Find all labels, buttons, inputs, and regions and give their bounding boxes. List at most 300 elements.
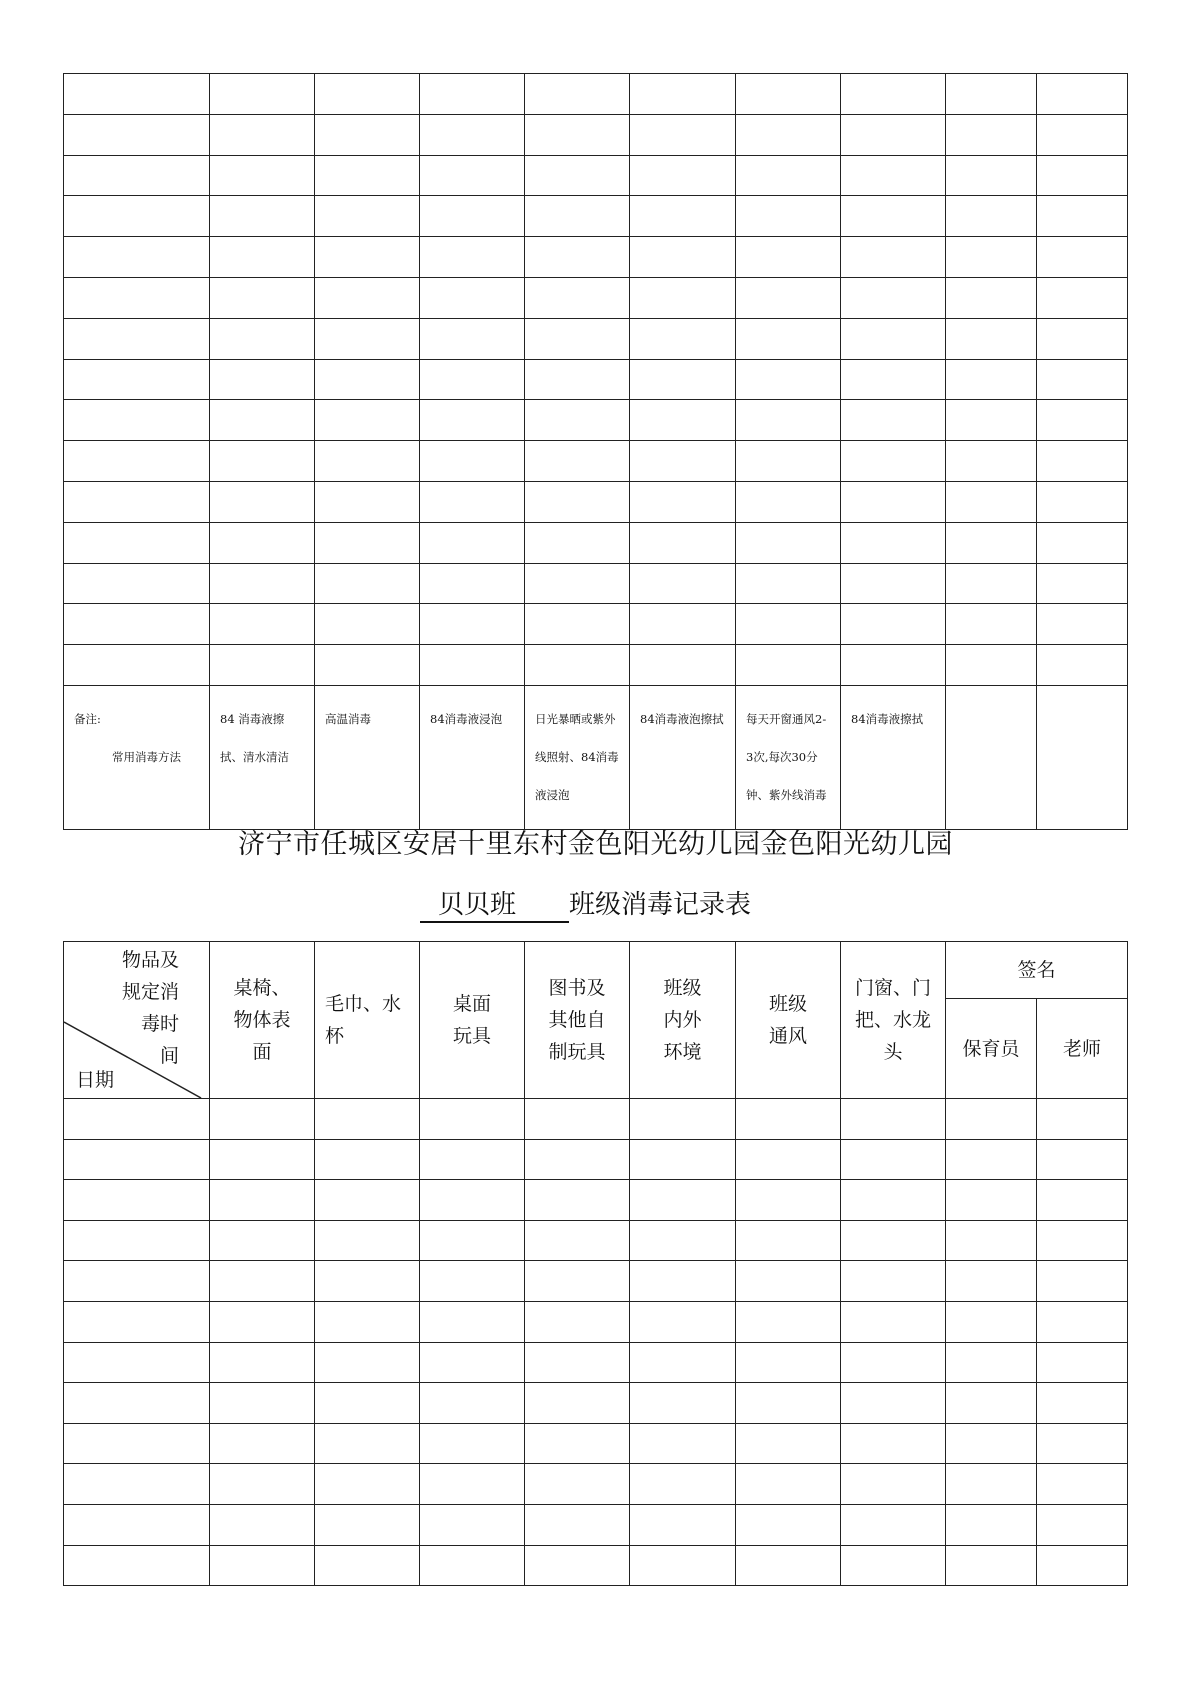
table-cell[interactable]	[841, 1464, 946, 1505]
table-cell[interactable]	[210, 196, 315, 237]
table-cell[interactable]	[736, 522, 841, 563]
table-cell[interactable]	[1037, 1261, 1128, 1302]
table-cell[interactable]	[64, 1423, 210, 1464]
table-cell[interactable]	[1037, 74, 1128, 115]
table-cell[interactable]	[841, 1504, 946, 1545]
table-cell[interactable]	[210, 1099, 315, 1140]
table-cell[interactable]	[1037, 1423, 1128, 1464]
table-cell[interactable]	[736, 481, 841, 522]
table-cell[interactable]	[210, 400, 315, 441]
table-cell[interactable]	[420, 237, 525, 278]
table-cell[interactable]	[315, 318, 420, 359]
table-cell[interactable]	[64, 1545, 210, 1586]
table-row	[64, 1301, 1128, 1342]
table-cell[interactable]	[420, 1383, 525, 1424]
table-cell[interactable]	[1037, 645, 1128, 686]
table-cell[interactable]	[946, 359, 1037, 400]
table-cell[interactable]	[315, 1504, 420, 1545]
table-cell[interactable]	[946, 1139, 1037, 1180]
table-cell[interactable]	[210, 74, 315, 115]
table-cell[interactable]	[315, 400, 420, 441]
table-cell[interactable]	[841, 1342, 946, 1383]
table-cell[interactable]	[946, 1180, 1037, 1221]
table-cell[interactable]	[946, 277, 1037, 318]
table-cell[interactable]	[525, 481, 630, 522]
table-cell[interactable]	[315, 359, 420, 400]
table-cell[interactable]	[64, 604, 210, 645]
table-cell[interactable]	[525, 318, 630, 359]
table-cell[interactable]	[420, 604, 525, 645]
table-cell[interactable]	[946, 1545, 1037, 1586]
table-cell[interactable]	[64, 237, 210, 278]
table-cell[interactable]	[315, 155, 420, 196]
table-cell[interactable]	[946, 114, 1037, 155]
table-cell[interactable]	[630, 1423, 736, 1464]
table-cell[interactable]	[630, 318, 736, 359]
table-cell[interactable]	[946, 645, 1037, 686]
table-cell[interactable]	[210, 114, 315, 155]
table-cell[interactable]	[525, 74, 630, 115]
table-cell[interactable]	[630, 1545, 736, 1586]
table-cell[interactable]	[315, 1301, 420, 1342]
table-cell[interactable]	[210, 1180, 315, 1221]
table-cell[interactable]	[64, 1342, 210, 1383]
table-cell[interactable]	[315, 1545, 420, 1586]
class-name-field[interactable]: 贝贝班	[420, 884, 569, 923]
table-cell[interactable]	[420, 277, 525, 318]
table-cell[interactable]	[1037, 196, 1128, 237]
table-cell[interactable]	[841, 1099, 946, 1140]
table-cell[interactable]	[525, 277, 630, 318]
table-cell[interactable]	[1037, 1545, 1128, 1586]
table-cell[interactable]	[946, 237, 1037, 278]
table-cell[interactable]	[420, 114, 525, 155]
table-cell[interactable]	[736, 1261, 841, 1302]
table-row	[64, 441, 1128, 482]
table-cell[interactable]	[630, 1301, 736, 1342]
table-cell[interactable]	[1037, 441, 1128, 482]
table-cell[interactable]	[210, 1464, 315, 1505]
table-cell[interactable]	[64, 1099, 210, 1140]
table-cell[interactable]	[736, 1342, 841, 1383]
table-cell[interactable]	[1037, 1220, 1128, 1261]
table-cell[interactable]	[736, 196, 841, 237]
table-cell[interactable]	[1037, 604, 1128, 645]
table-cell[interactable]	[420, 400, 525, 441]
table-cell[interactable]	[210, 1301, 315, 1342]
table-cell[interactable]	[315, 1180, 420, 1221]
table-cell[interactable]	[630, 481, 736, 522]
corner-header-cell	[64, 942, 210, 1099]
table-cell[interactable]	[525, 1383, 630, 1424]
table-cell[interactable]	[315, 237, 420, 278]
table-cell[interactable]	[630, 196, 736, 237]
table-cell[interactable]	[525, 1464, 630, 1505]
table-cell[interactable]	[64, 1139, 210, 1180]
table-cell[interactable]	[64, 318, 210, 359]
table-cell[interactable]	[841, 1261, 946, 1302]
table-cell[interactable]	[64, 277, 210, 318]
table-cell[interactable]	[841, 237, 946, 278]
table-cell[interactable]	[736, 1383, 841, 1424]
table-cell[interactable]	[210, 155, 315, 196]
table-cell[interactable]	[315, 1423, 420, 1464]
table-cell[interactable]	[736, 1504, 841, 1545]
table-cell[interactable]	[841, 481, 946, 522]
table-cell[interactable]	[420, 1301, 525, 1342]
table-row	[64, 522, 1128, 563]
remarks-method-cell: 日光暴晒或紫外线照射、84消毒液浸泡	[525, 685, 630, 829]
table-cell[interactable]	[736, 1545, 841, 1586]
table-cell[interactable]	[64, 1504, 210, 1545]
table-cell[interactable]	[420, 196, 525, 237]
table-cell[interactable]	[946, 1301, 1037, 1342]
col-header-furniture: 桌椅、 物体表 面	[210, 942, 315, 1099]
table-cell[interactable]	[315, 441, 420, 482]
table-cell[interactable]	[1037, 277, 1128, 318]
table-cell[interactable]	[64, 1383, 210, 1424]
table-cell[interactable]	[1037, 359, 1128, 400]
table-cell[interactable]	[841, 1383, 946, 1424]
table-row	[64, 114, 1128, 155]
table-cell[interactable]	[210, 1342, 315, 1383]
table-cell[interactable]	[946, 1099, 1037, 1140]
table-cell[interactable]	[841, 1545, 946, 1586]
table-cell[interactable]	[841, 522, 946, 563]
table-cell[interactable]	[736, 645, 841, 686]
table-cell[interactable]	[64, 645, 210, 686]
table-cell[interactable]	[420, 1180, 525, 1221]
table-cell[interactable]	[64, 1301, 210, 1342]
table-cell[interactable]	[525, 1423, 630, 1464]
table-cell[interactable]	[420, 155, 525, 196]
table-cell[interactable]	[210, 237, 315, 278]
table-cell[interactable]	[420, 1464, 525, 1505]
table-cell[interactable]	[525, 1139, 630, 1180]
remarks-sub-label: 常用消毒方法	[112, 749, 181, 764]
table-cell[interactable]	[841, 359, 946, 400]
table-cell[interactable]	[630, 1261, 736, 1302]
table-cell[interactable]	[946, 1342, 1037, 1383]
table-cell[interactable]	[630, 1099, 736, 1140]
table-cell[interactable]	[64, 522, 210, 563]
table-cell[interactable]	[1037, 1099, 1128, 1140]
table-cell[interactable]	[841, 441, 946, 482]
table-cell[interactable]	[630, 237, 736, 278]
table-cell[interactable]	[315, 1342, 420, 1383]
table-cell[interactable]	[525, 1342, 630, 1383]
table-cell[interactable]	[630, 1504, 736, 1545]
table-cell[interactable]	[315, 74, 420, 115]
table-cell[interactable]	[1037, 563, 1128, 604]
table-cell[interactable]	[525, 1301, 630, 1342]
table-cell[interactable]	[64, 155, 210, 196]
table-cell[interactable]	[736, 277, 841, 318]
table-cell[interactable]	[420, 359, 525, 400]
table-cell[interactable]	[525, 441, 630, 482]
table-cell[interactable]	[315, 1383, 420, 1424]
table-cell[interactable]	[420, 1504, 525, 1545]
table-cell[interactable]	[630, 277, 736, 318]
table-cell[interactable]	[525, 114, 630, 155]
table-cell[interactable]	[736, 563, 841, 604]
table-cell[interactable]	[946, 1261, 1037, 1302]
table-cell[interactable]	[315, 1464, 420, 1505]
table-cell[interactable]	[841, 563, 946, 604]
table-cell[interactable]	[1037, 1139, 1128, 1180]
table-cell[interactable]	[420, 1261, 525, 1302]
table-cell[interactable]	[210, 522, 315, 563]
table-cell[interactable]	[210, 1423, 315, 1464]
table-cell[interactable]	[841, 114, 946, 155]
table-cell[interactable]	[630, 563, 736, 604]
table-cell[interactable]	[946, 1504, 1037, 1545]
remarks-method-cell	[946, 685, 1037, 829]
table-cell[interactable]	[64, 359, 210, 400]
table-cell[interactable]	[525, 155, 630, 196]
table-cell[interactable]	[210, 481, 315, 522]
table-cell[interactable]	[210, 359, 315, 400]
table-cell[interactable]	[736, 1301, 841, 1342]
table-cell[interactable]	[64, 1180, 210, 1221]
items-label: 物品及 规定消 毒时 间	[121, 949, 179, 1067]
table-cell[interactable]	[946, 563, 1037, 604]
table-row	[64, 1423, 1128, 1464]
table-cell[interactable]	[64, 1220, 210, 1261]
table-cell[interactable]	[946, 481, 1037, 522]
table-cell[interactable]	[210, 1504, 315, 1545]
table-cell[interactable]	[736, 1423, 841, 1464]
col-header-ventilation: 班级 通风	[736, 942, 841, 1099]
table-cell[interactable]	[946, 441, 1037, 482]
table-cell[interactable]	[841, 400, 946, 441]
table-cell[interactable]	[1037, 1180, 1128, 1221]
table-row	[64, 645, 1128, 686]
table-cell[interactable]	[736, 359, 841, 400]
table-cell[interactable]	[525, 645, 630, 686]
table-cell[interactable]	[630, 1220, 736, 1261]
table-cell[interactable]	[1037, 1383, 1128, 1424]
table-cell[interactable]	[841, 1301, 946, 1342]
table-cell[interactable]	[841, 196, 946, 237]
table-cell[interactable]	[630, 645, 736, 686]
table-cell[interactable]	[841, 1220, 946, 1261]
table-cell[interactable]	[420, 1545, 525, 1586]
table-cell[interactable]	[736, 318, 841, 359]
table-cell[interactable]	[210, 1383, 315, 1424]
table-cell[interactable]	[736, 604, 841, 645]
table-cell[interactable]	[736, 400, 841, 441]
table-cell[interactable]	[630, 1180, 736, 1221]
table-cell[interactable]	[420, 1220, 525, 1261]
table-cell[interactable]	[210, 563, 315, 604]
table-cell[interactable]	[630, 1383, 736, 1424]
table-cell[interactable]	[630, 74, 736, 115]
table-cell[interactable]	[1037, 522, 1128, 563]
table-row	[64, 155, 1128, 196]
table-cell[interactable]	[420, 1342, 525, 1383]
table-cell[interactable]	[210, 318, 315, 359]
table-cell[interactable]	[420, 522, 525, 563]
table-cell[interactable]	[736, 1099, 841, 1140]
table-cell[interactable]	[315, 1220, 420, 1261]
table-cell[interactable]	[525, 237, 630, 278]
table-cell[interactable]	[210, 604, 315, 645]
table-cell[interactable]	[64, 1464, 210, 1505]
table-cell[interactable]	[946, 318, 1037, 359]
table-cell[interactable]	[64, 481, 210, 522]
table-cell[interactable]	[210, 1220, 315, 1261]
table-cell[interactable]	[630, 1464, 736, 1505]
table-cell[interactable]	[946, 1383, 1037, 1424]
table-cell[interactable]	[315, 277, 420, 318]
table-cell[interactable]	[841, 1180, 946, 1221]
remarks-method-cell: 84 消毒液擦拭、清水清洁	[210, 685, 315, 829]
table-cell[interactable]	[315, 196, 420, 237]
table-cell[interactable]	[630, 522, 736, 563]
table-cell[interactable]	[736, 74, 841, 115]
table-cell[interactable]	[420, 1423, 525, 1464]
table-cell[interactable]	[630, 114, 736, 155]
table-cell[interactable]	[630, 604, 736, 645]
table-cell[interactable]	[946, 604, 1037, 645]
table-cell[interactable]	[420, 1139, 525, 1180]
table-cell[interactable]	[946, 1423, 1037, 1464]
table-cell[interactable]	[946, 155, 1037, 196]
table-cell[interactable]	[1037, 318, 1128, 359]
table-cell[interactable]	[525, 196, 630, 237]
table-cell[interactable]	[64, 114, 210, 155]
table-cell[interactable]	[841, 318, 946, 359]
table-cell[interactable]	[841, 74, 946, 115]
table-row	[64, 1180, 1128, 1221]
table-cell[interactable]	[315, 645, 420, 686]
table-row	[64, 1220, 1128, 1261]
table-cell[interactable]	[841, 277, 946, 318]
table-cell[interactable]	[420, 441, 525, 482]
table-cell[interactable]	[946, 1220, 1037, 1261]
table-cell[interactable]	[210, 1139, 315, 1180]
table-cell[interactable]	[210, 645, 315, 686]
table-cell[interactable]	[841, 604, 946, 645]
table-cell[interactable]	[525, 1504, 630, 1545]
table-cell[interactable]	[525, 522, 630, 563]
table-cell[interactable]	[736, 237, 841, 278]
table-cell[interactable]	[946, 74, 1037, 115]
table-cell[interactable]	[525, 359, 630, 400]
table-cell[interactable]	[630, 1139, 736, 1180]
table-cell[interactable]	[946, 1464, 1037, 1505]
table-cell[interactable]	[525, 604, 630, 645]
table-cell[interactable]	[525, 563, 630, 604]
table-cell[interactable]	[64, 196, 210, 237]
table-cell[interactable]	[315, 1099, 420, 1140]
table-cell[interactable]	[420, 645, 525, 686]
table-cell[interactable]	[841, 1139, 946, 1180]
table-cell[interactable]	[525, 400, 630, 441]
table-cell[interactable]	[420, 481, 525, 522]
table-cell[interactable]	[736, 441, 841, 482]
table-row	[64, 1099, 1128, 1140]
table-row	[64, 563, 1128, 604]
table-cell[interactable]	[210, 441, 315, 482]
table-cell[interactable]	[630, 441, 736, 482]
table-cell[interactable]	[736, 1139, 841, 1180]
table-cell[interactable]	[525, 1261, 630, 1302]
remarks-method-cell: 84消毒液擦拭	[841, 685, 946, 829]
table-cell[interactable]	[630, 1342, 736, 1383]
table-cell[interactable]	[1037, 481, 1128, 522]
table-cell[interactable]	[736, 114, 841, 155]
table-cell[interactable]	[736, 1464, 841, 1505]
table-cell[interactable]	[420, 1099, 525, 1140]
table-cell[interactable]	[315, 114, 420, 155]
table-cell[interactable]	[315, 481, 420, 522]
table-cell[interactable]	[841, 645, 946, 686]
table-row	[64, 277, 1128, 318]
table-cell[interactable]	[525, 1180, 630, 1221]
table-cell[interactable]	[736, 1180, 841, 1221]
table-cell[interactable]	[525, 1545, 630, 1586]
table-cell[interactable]	[630, 359, 736, 400]
table-row	[64, 318, 1128, 359]
table-cell[interactable]	[210, 1545, 315, 1586]
table-cell[interactable]	[315, 1139, 420, 1180]
col-header-books: 图书及 其他自 制玩具	[525, 942, 630, 1099]
table-row	[64, 1504, 1128, 1545]
table-cell[interactable]	[315, 604, 420, 645]
table-cell[interactable]	[64, 441, 210, 482]
table-cell[interactable]	[210, 1261, 315, 1302]
table-cell[interactable]	[1037, 237, 1128, 278]
table-cell[interactable]	[64, 400, 210, 441]
table-cell[interactable]	[420, 318, 525, 359]
table-cell[interactable]	[946, 400, 1037, 441]
table-cell[interactable]	[630, 155, 736, 196]
table-cell[interactable]	[1037, 1504, 1128, 1545]
table-cell[interactable]	[1037, 1342, 1128, 1383]
table-cell[interactable]	[841, 1423, 946, 1464]
table-row	[64, 1464, 1128, 1505]
table-cell[interactable]	[315, 563, 420, 604]
table-cell[interactable]	[315, 1261, 420, 1302]
table-cell[interactable]	[1037, 155, 1128, 196]
table-cell[interactable]	[1037, 1301, 1128, 1342]
table-cell[interactable]	[420, 74, 525, 115]
table-cell[interactable]	[420, 563, 525, 604]
table-cell[interactable]	[64, 1261, 210, 1302]
table-cell[interactable]	[736, 1220, 841, 1261]
table-cell[interactable]	[946, 196, 1037, 237]
table-cell[interactable]	[630, 400, 736, 441]
table-cell[interactable]	[64, 74, 210, 115]
table-cell[interactable]	[946, 522, 1037, 563]
remarks-method-cell: 84消毒液浸泡	[420, 685, 525, 829]
table-cell[interactable]	[64, 563, 210, 604]
table-row	[64, 481, 1128, 522]
table-cell[interactable]	[315, 522, 420, 563]
table-cell[interactable]	[1037, 114, 1128, 155]
table-cell[interactable]	[736, 155, 841, 196]
table-cell[interactable]	[841, 155, 946, 196]
table-cell[interactable]	[1037, 400, 1128, 441]
table-cell[interactable]	[1037, 1464, 1128, 1505]
table-cell[interactable]	[525, 1220, 630, 1261]
table-cell[interactable]	[210, 277, 315, 318]
table-cell[interactable]	[525, 1099, 630, 1140]
col-header-toys: 桌面 玩具	[420, 942, 525, 1099]
col-header-towels: 毛巾、水 杯	[315, 942, 420, 1099]
